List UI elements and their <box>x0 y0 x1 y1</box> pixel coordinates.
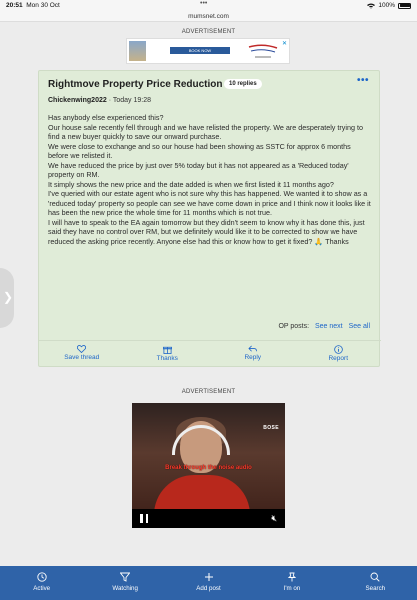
battery-percent: 100% <box>378 2 395 9</box>
status-time: 20:51 Mon 30 Oct <box>6 2 60 9</box>
filter-icon <box>120 572 130 582</box>
reply-arrow-icon <box>248 345 257 353</box>
thread-post <box>38 70 380 367</box>
bottom-tab-bar <box>0 566 417 600</box>
tab-active-label: Active <box>33 585 51 592</box>
ad-close-icon[interactable]: ✕ <box>281 41 287 47</box>
pause-icon[interactable] <box>140 514 148 523</box>
battery-icon <box>398 3 411 9</box>
side-drawer-handle[interactable] <box>0 268 14 328</box>
video-ad[interactable] <box>132 403 285 528</box>
report-button[interactable] <box>296 341 382 368</box>
wifi-icon <box>367 3 375 9</box>
post-paragraph: It simply shows the new price and the date added is when we first listed it 11 months ago? <box>48 179 334 189</box>
ad-label-top: ADVERTISEMENT <box>181 29 236 35</box>
tab-add-post[interactable] <box>167 566 250 600</box>
ad-logo-icon <box>245 43 281 61</box>
video-brand: BOSE <box>263 425 279 431</box>
tab-search[interactable] <box>334 566 417 600</box>
heart-icon <box>77 345 86 353</box>
tab-watching-label: Watching <box>112 585 138 592</box>
tab-add-post-label: Add post <box>196 585 221 592</box>
post-meta <box>48 97 151 104</box>
post-paragraph: Our house sale recently fell through and we have relisted the property. We are desperately trying to find a new buyer quickly to save our onward purchase. <box>48 122 363 141</box>
status-right <box>367 2 411 9</box>
post-actions <box>39 340 381 368</box>
chevron-right-icon: ❯ <box>3 290 14 304</box>
post-paragraph: Has anybody else experienced this? <box>48 113 164 122</box>
tab-active[interactable] <box>0 566 83 600</box>
save-thread-button[interactable] <box>39 341 125 368</box>
ad-image <box>129 41 146 61</box>
post-paragraph: I've queried with our estate agent who is not sure why this has happened. We wanted it to show as a 'reduced today' property so people can see we have come down in price and I think now it looks like it has been the new price the whole time for 11 months which is not true. <box>48 189 371 217</box>
reply-label: Reply <box>244 354 262 361</box>
ad-label-bottom: ADVERTISEMENT <box>181 389 236 395</box>
video-caption: Break through the noise audio <box>165 465 252 471</box>
ad-book-button[interactable]: BOOK NOW <box>170 47 230 54</box>
post-paragraph: We were close to exchange and so our house had been showing as SSTC for approx 6 months before we relisted it. <box>48 141 351 160</box>
thread-title: Rightmove Property Price Reduction <box>48 79 223 90</box>
tab-watching[interactable] <box>83 566 166 600</box>
gift-icon <box>163 345 172 354</box>
url-bar[interactable] <box>0 11 417 22</box>
clock-icon <box>37 572 47 582</box>
op-posts-nav <box>278 323 370 330</box>
reply-button[interactable] <box>210 341 296 368</box>
op-posts-label: OP posts: <box>278 323 310 330</box>
tab-im-on[interactable] <box>250 566 333 600</box>
plus-icon <box>204 572 214 582</box>
post-paragraph: I will have to speak to the EA again tomorrow but they didn't seem to know why it has done this, just said they have no control over RM, but we definitely would like it to be corrected to show we have reduced the asking price recently. Anyone else had this or know how to get it fixed? 🙏 Thanks <box>48 217 365 246</box>
video-controls <box>132 509 285 528</box>
post-paragraph: We have reduced the price by just over 5% today but it has not appeared as a 'Reduced today' property on RM. <box>48 160 349 179</box>
info-icon <box>334 345 343 354</box>
replies-badge[interactable]: 10 replies <box>224 79 262 89</box>
pin-icon <box>287 572 297 582</box>
mute-icon[interactable]: 🔇︎ <box>271 513 277 523</box>
author-name[interactable]: Chickenwing2022 <box>48 97 107 104</box>
tab-im-on-label: I'm on <box>283 585 301 592</box>
multitask-dots[interactable]: ••• <box>200 0 208 7</box>
status-bar <box>0 0 417 11</box>
thanks-label: Thanks <box>156 355 178 362</box>
see-all-link[interactable]: See all <box>348 323 370 330</box>
search-icon <box>370 572 380 582</box>
thanks-button[interactable] <box>125 341 211 368</box>
more-options-icon[interactable]: ••• <box>356 75 369 86</box>
tab-search-label: Search <box>365 585 386 592</box>
post-body <box>48 113 373 246</box>
url-text: mumsnet.com <box>188 13 229 20</box>
see-next-link[interactable]: See next <box>315 323 343 330</box>
report-label: Report <box>328 355 348 362</box>
post-timestamp: · Today 19:28 <box>108 97 151 104</box>
ad-banner[interactable] <box>126 38 290 64</box>
save-thread-label: Save thread <box>64 354 100 361</box>
